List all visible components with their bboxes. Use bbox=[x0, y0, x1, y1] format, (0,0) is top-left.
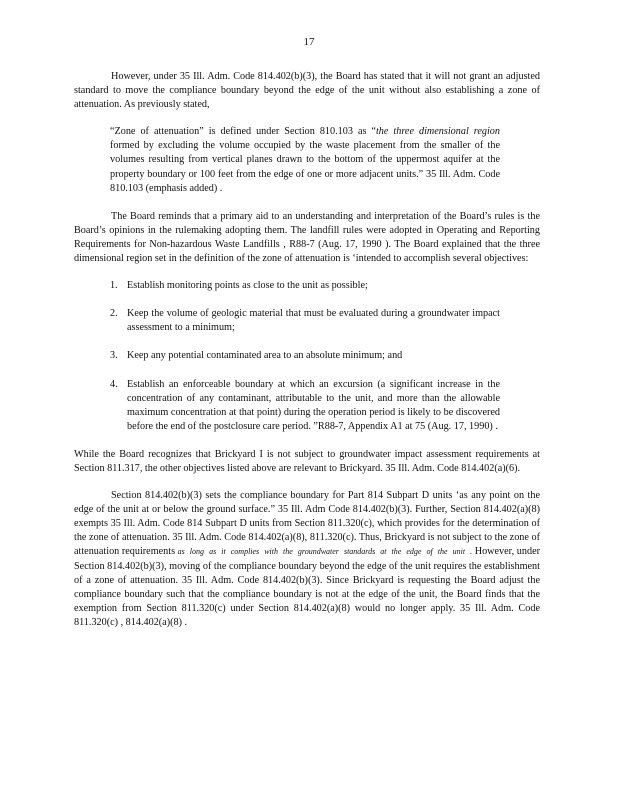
list-item-number: 1. bbox=[110, 280, 118, 292]
objectives-list bbox=[110, 279, 500, 434]
paragraph-4-start: Section 814.402(b)(3) sets the compliance boundary for Part 814 Subpart D units ‘as any point on the edge of the unit at or below the ground surface.” 35 Ill. Adm Code 814.402(b)(3). Further, Section 814.402(a)(8) exempts 35 Ill. Adm. Code 814 Subpart D units from Section 811.320(c), which provides for the determination of the zone of attenuation. 35 Ill. Adm. Code 814.402(a)(8), 811.320(c). Thus, Brickyard is not subject to the zone of attenuation requirements bbox=[74, 490, 540, 558]
list-item-text: Keep the volume of geologic material that must be evaluated during a groundwater impact assessment to a minimum; bbox=[127, 308, 500, 334]
quote-text-start: “Zone of attenuation” is defined under Section 810.103 as “ bbox=[110, 126, 376, 138]
list-item bbox=[110, 378, 500, 434]
paragraph-4-end: However, under Section 814.402(b)(3), moving of the compliance boundary beyond the edge of the unit requires the establishment of a zone of attenuation. 35 Ill. Adm. Code 814.402(b)(3). Since Brickyard is requesting the Board adjust the compliance boundary such that the compliance boundary is not at the edge of the unit, the Board finds that the exemption from Section 811.320(c) under Section 814.402(a)(8) would no longer apply. 35 Ill. Adm. Code 811.320(c) , 814.402(a)(8) . bbox=[74, 546, 540, 628]
document-body bbox=[74, 70, 540, 643]
page-number: 17 bbox=[303, 36, 315, 48]
quote-text-end: formed by excluding the volume occupied by the waste placement from the smaller of the volumes resulting from vertical planes drawn to the bottom of the uppermost aquifer at the property boundary or 100 feet from the edge of one or more adjacent units.” 35 Ill. Adm. Code 810.103 (emphasis added) . bbox=[110, 140, 500, 194]
paragraph-3: While the Board recognizes that Brickyard I is not subject to groundwater impact assessment requirements at Section 811.317, the other objectives listed above are relevant to Brickyard. 35 Ill. Adm. Code 814.402(a)(6). bbox=[74, 448, 540, 474]
list-item bbox=[110, 307, 500, 335]
list-item-number: 4. bbox=[110, 378, 118, 390]
list-item bbox=[110, 349, 500, 363]
list-item-number: 2. bbox=[110, 308, 118, 320]
list-item-text: Establish monitoring points as close to the unit as possible; bbox=[127, 280, 368, 292]
paragraph-2: The Board reminds that a primary aid to an understanding and interpretation of the Board’s rules is the Board’s opinions in the rulemaking adopting them. The landfill rules were adopted in Operating and Reporting Requirements for Non-hazardous Waste Landfills , R88-7 (Aug. 17, 1990 ). The Board explained that the three dimensional region set in the definition of the zone of attenuation is ‘intended to accomplish several objectives: bbox=[74, 210, 540, 265]
quote-emphasis: the three dimensional region bbox=[375, 126, 500, 138]
paragraph-4 bbox=[74, 489, 540, 630]
paragraph-4-emphasis: as long as it complies with the groundwater standards at the edge of the unit . bbox=[177, 547, 473, 557]
list-item-text: Establish an enforceable boundary at which an excursion (a significant increase in the concentration of any contaminant, attributable to the unit, and more than the allowable maximum concentration at that point) during the operation period is likely to be discovered before the end of the postclosure care period. ”R88-7, Appendix A1 at 75 (Aug. 17, 1990) . bbox=[127, 378, 500, 432]
block-quote bbox=[110, 125, 500, 195]
list-item-number: 3. bbox=[110, 350, 118, 362]
paragraph-1: However, under 35 Ill. Adm. Code 814.402(b)(3), the Board has stated that it will not grant an adjusted standard to move the compliance boundary beyond the edge of the unit without also establishing a zone of attenuation. As previously stated, bbox=[74, 71, 540, 111]
list-item bbox=[110, 279, 500, 293]
list-item-text: Keep any potential contaminated area to an absolute minimum; and bbox=[127, 350, 403, 362]
